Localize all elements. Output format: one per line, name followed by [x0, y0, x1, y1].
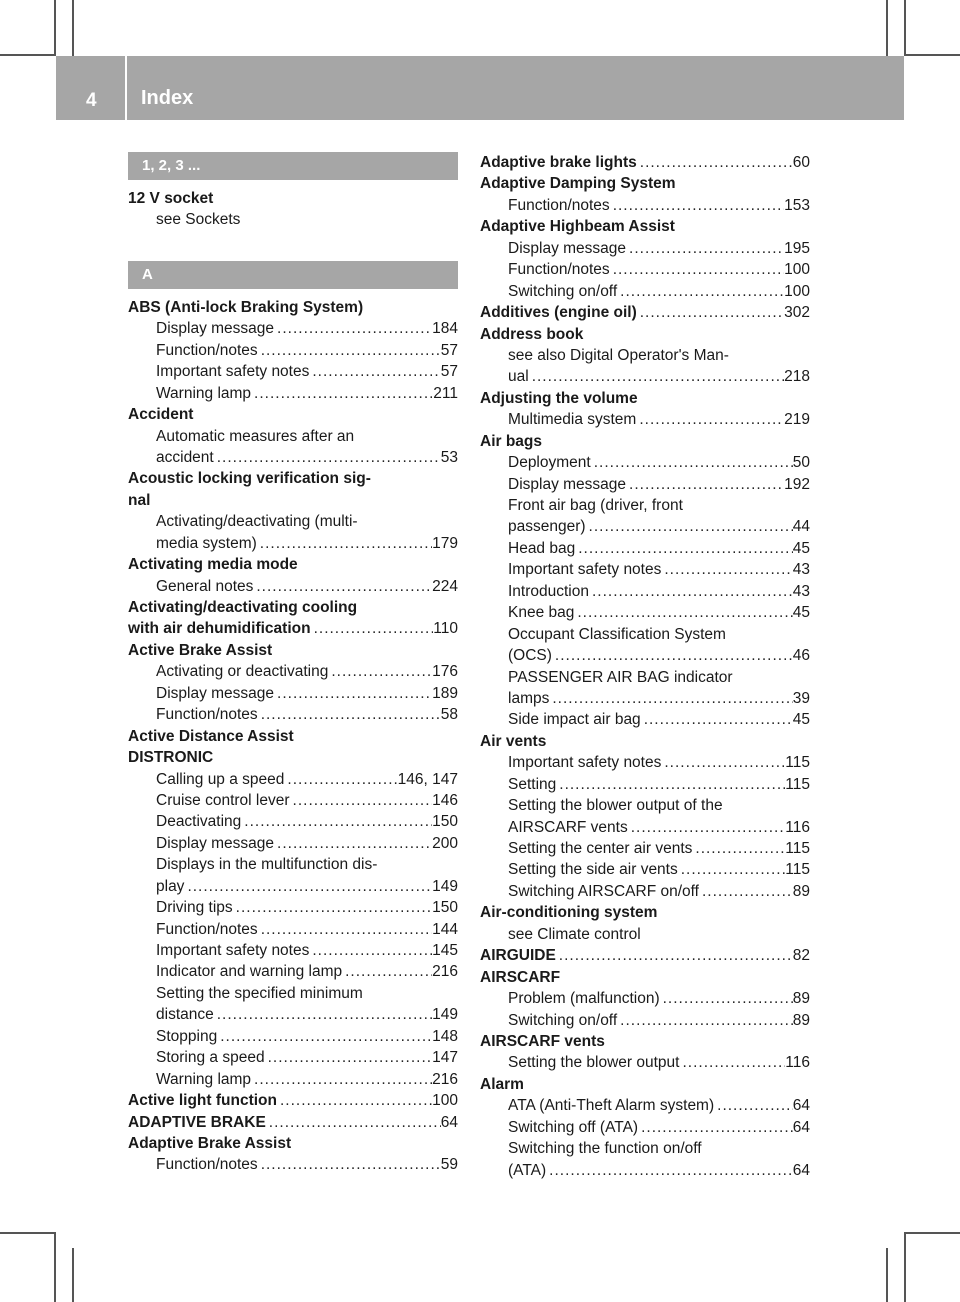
index-column-left: [128, 152, 458, 1176]
entry-page-ref: 147: [432, 1049, 458, 1067]
entry-page-ref: 184: [432, 320, 458, 338]
entry-label: Display message: [508, 239, 627, 257]
leader-dots: [290, 790, 433, 811]
leader-dots: [556, 945, 793, 966]
index-heading: Air bags: [480, 432, 543, 450]
index-heading: 12 V socket: [128, 190, 214, 207]
crop-mark: [886, 0, 888, 56]
index-subentry-text: Occupant Classification System: [508, 625, 726, 643]
entry-page-ref: 64: [792, 1097, 810, 1115]
index-subentry-text: Setting the blower output of the: [508, 797, 723, 815]
leader-dots: [251, 1069, 432, 1090]
entry-label: AIRSCARF vents: [508, 818, 628, 836]
entry-label: Storing a speed: [156, 1049, 265, 1067]
index-subentry-text: Automatic measures after an: [156, 427, 355, 445]
crop-mark: [0, 54, 56, 56]
index-subentry-text: see Climate control: [508, 925, 641, 943]
entry-label: Function/notes: [156, 341, 258, 359]
index-subentry[interactable]: [480, 281, 810, 302]
crop-mark: [0, 1232, 56, 1234]
leader-dots: [265, 1047, 433, 1068]
entry-label: (ATA): [508, 1161, 547, 1179]
entry-page-ref: 45: [792, 539, 810, 557]
entry-page-ref: 145: [432, 942, 458, 959]
entry-label: Display message: [508, 475, 627, 493]
entry-label: Switching off (ATA): [508, 1118, 639, 1136]
entry-page-ref: 60: [792, 154, 810, 171]
entry-page-ref: 218: [784, 368, 810, 386]
index-subentry[interactable]: [128, 447, 458, 468]
entry-page-ref: 43: [792, 561, 810, 579]
entry-page-ref: 45: [792, 711, 810, 729]
leader-dots: [328, 661, 432, 682]
index-subentry[interactable]: [128, 961, 458, 982]
index-subentry[interactable]: [128, 1047, 458, 1068]
leader-dots: [661, 752, 785, 773]
section-heading: 1, 2, 3 ...: [128, 152, 458, 180]
index-subentry[interactable]: [480, 452, 810, 473]
index-subentry[interactable]: [480, 1160, 810, 1181]
leader-dots: [586, 516, 793, 537]
entry-label: Function/notes: [156, 1156, 258, 1174]
entry-page-ref: 189: [432, 684, 458, 702]
index-heading: nal: [128, 491, 151, 509]
crop-mark: [54, 0, 56, 56]
index-subentry[interactable]: [480, 1117, 810, 1138]
index-heading: AIRSCARF: [480, 968, 561, 986]
entry-label: ATA (Anti-Theft Alarm system): [508, 1097, 715, 1115]
crop-mark: [54, 1232, 56, 1302]
leader-dots: [574, 602, 792, 623]
entry-label: Function/notes: [508, 261, 610, 279]
crop-mark: [904, 1232, 906, 1302]
leader-dots: [284, 769, 397, 790]
section-heading: A: [128, 261, 458, 289]
index-subentry[interactable]: [128, 361, 458, 382]
crop-mark: [904, 54, 960, 56]
entry-page-ref: 195: [784, 239, 810, 257]
index-subentry[interactable]: [480, 474, 810, 495]
entry-label: Indicator and warning lamp: [156, 963, 343, 981]
entry-page-ref: 216: [432, 963, 458, 981]
index-heading: Accident: [128, 406, 194, 424]
entry-page-ref: 115: [785, 775, 810, 793]
index-subentry-text: Activating/deactivating (multi-: [156, 513, 358, 531]
entry-page-ref: 45: [792, 604, 810, 622]
leader-dots: [626, 238, 784, 259]
entry-label: Function/notes: [508, 196, 610, 214]
index-subentry-text: see also Digital Operator's Man-: [508, 346, 729, 364]
leader-dots: [678, 859, 786, 880]
leader-dots: [277, 1090, 432, 1111]
leader-dots: [258, 919, 432, 940]
entry-page-ref: 100: [784, 282, 810, 300]
entry-label: ual: [508, 368, 529, 386]
entry-page-ref: 153: [784, 196, 810, 214]
leader-dots: [233, 897, 432, 918]
leader-dots: [638, 1117, 793, 1138]
index-heading: Adaptive Highbeam Assist: [480, 218, 675, 236]
index-subentry[interactable]: [128, 383, 458, 404]
index-heading-entry[interactable]: [480, 152, 810, 173]
index-subentry[interactable]: [480, 752, 810, 773]
leader-dots: [258, 704, 441, 725]
entry-label: Display message: [156, 834, 275, 852]
leader-dots: [575, 538, 793, 559]
entry-page-ref: 59: [440, 1156, 458, 1174]
entry-label: Problem (malfunction): [508, 990, 660, 1008]
entry-page-ref: 43: [792, 582, 810, 600]
entry-page-ref: 149: [432, 1006, 458, 1024]
entry-page-ref: 116: [785, 1054, 810, 1072]
index-subentry[interactable]: [480, 516, 810, 537]
leader-dots: [610, 259, 784, 280]
entry-label: Important safety notes: [508, 754, 662, 772]
crop-mark: [72, 1248, 74, 1302]
index-heading-entry[interactable]: [128, 618, 458, 639]
entry-page-ref: 302: [784, 304, 810, 322]
index-subentry[interactable]: [480, 409, 810, 430]
leader-dots: [641, 709, 793, 730]
index-heading: ABS (Anti-lock Braking System): [128, 298, 364, 316]
index-subentry[interactable]: [480, 709, 810, 730]
entry-label: passenger): [508, 518, 586, 536]
entry-page-ref: 150: [432, 813, 458, 831]
entry-page-ref: 224: [432, 577, 458, 595]
index-subentry[interactable]: [128, 769, 458, 790]
leader-dots: [628, 817, 786, 838]
entry-label: Function/notes: [156, 920, 258, 938]
leader-dots: [266, 1112, 441, 1133]
header-divider: [125, 56, 127, 120]
entry-page-ref: 89: [792, 1011, 810, 1029]
crop-mark: [904, 0, 906, 56]
index-subentry[interactable]: [128, 790, 458, 811]
entry-label: Introduction: [508, 582, 589, 600]
index-heading-entry[interactable]: [480, 302, 810, 323]
leader-dots: [311, 618, 434, 639]
index-subentry[interactable]: [480, 859, 810, 880]
index-subentry[interactable]: [128, 1026, 458, 1047]
index-subentry[interactable]: [128, 1154, 458, 1175]
entry-label: media system): [156, 534, 257, 552]
entry-label: accident: [156, 448, 214, 466]
entry-label: Activating or deactivating: [156, 663, 329, 681]
entry-page-ref: 176: [432, 663, 458, 681]
leader-dots: [253, 576, 432, 597]
crop-mark: [904, 1232, 960, 1234]
index-subentry[interactable]: [480, 581, 810, 602]
entry-label: Deployment: [508, 454, 591, 472]
entry-label: ADAPTIVE BRAKE: [128, 1113, 266, 1131]
leader-dots: [637, 302, 784, 323]
entry-page-ref: 144: [432, 920, 458, 938]
index-subentry[interactable]: [480, 645, 810, 666]
index-subentry[interactable]: [128, 919, 458, 940]
index-subentry[interactable]: [128, 318, 458, 339]
leader-dots: [591, 452, 793, 473]
index-heading: Acoustic locking verification sig-: [128, 470, 371, 488]
entry-label: Setting the center air vents: [508, 840, 693, 857]
leader-dots: [342, 961, 432, 982]
leader-dots: [661, 559, 792, 580]
entry-page-ref: 115: [785, 861, 810, 879]
entry-label: distance: [156, 1006, 214, 1024]
index-subentry[interactable]: [480, 538, 810, 559]
entry-label: Driving tips: [156, 899, 233, 917]
entry-page-ref: 200: [432, 834, 458, 852]
entry-label: Cruise control lever: [156, 791, 290, 809]
leader-dots: [679, 1052, 785, 1073]
leader-dots: [610, 195, 784, 216]
index-subentry-text: Displays in the multifunction dis-: [156, 856, 378, 874]
entry-label: Warning lamp: [156, 1070, 252, 1088]
entry-label: Switching on/off: [508, 1011, 618, 1029]
entry-label: Side impact air bag: [508, 711, 641, 729]
index-heading: Air vents: [480, 732, 547, 750]
entry-page-ref: 116: [785, 818, 810, 836]
entry-page-ref: 179: [432, 534, 458, 552]
index-subentry-text: PASSENGER AIR BAG indicator: [508, 668, 733, 686]
leader-dots: [309, 940, 432, 961]
entry-page-ref: 146: [432, 791, 458, 809]
page-number: 4: [86, 90, 97, 111]
entry-label: (OCS): [508, 647, 552, 665]
leader-dots: [589, 581, 793, 602]
index-subentry[interactable]: [480, 366, 810, 387]
entry-page-ref: 64: [792, 1161, 810, 1179]
index-subentry[interactable]: [480, 602, 810, 623]
leader-dots: [241, 811, 432, 832]
entry-label: lamps: [508, 689, 550, 707]
entry-label: Setting: [508, 775, 557, 793]
leader-dots: [617, 1010, 793, 1031]
index-heading: Adaptive Brake Assist: [128, 1134, 292, 1152]
index-subentry[interactable]: [128, 811, 458, 832]
index-heading-entry[interactable]: [480, 945, 810, 966]
index-subentry-text: Front air bag (driver, front: [508, 497, 683, 514]
index-subentry-text: Switching the function on/off: [508, 1140, 702, 1158]
entry-page-ref: 57: [440, 341, 458, 359]
entry-page-ref: 110: [433, 620, 458, 638]
index-heading: Address book: [480, 325, 584, 343]
entry-label: Active light function: [128, 1092, 277, 1110]
entry-label: Important safety notes: [156, 363, 310, 381]
leader-dots: [217, 1026, 432, 1047]
entry-page-ref: 64: [440, 1113, 458, 1131]
index-subentry[interactable]: [128, 340, 458, 361]
entry-page-ref: 57: [440, 363, 458, 381]
index-heading: DISTRONIC: [128, 749, 214, 767]
leader-dots: [274, 683, 432, 704]
leader-dots: [251, 383, 433, 404]
index-subentry[interactable]: [480, 259, 810, 280]
entry-label: Function/notes: [156, 706, 258, 724]
entry-page-ref: 82: [792, 947, 810, 965]
leader-dots: [636, 409, 784, 430]
leader-dots: [660, 988, 793, 1009]
entry-label: with air dehumidification: [128, 620, 311, 638]
entry-label: General notes: [156, 577, 254, 595]
entry-label: Warning lamp: [156, 384, 252, 402]
entry-page-ref: 216: [432, 1070, 458, 1088]
leader-dots: [714, 1095, 793, 1116]
entry-page-ref: 149: [432, 877, 458, 895]
entry-page-ref: 211: [433, 384, 458, 402]
index-subentry[interactable]: [128, 661, 458, 682]
leader-dots: [258, 340, 441, 361]
index-subentry[interactable]: [128, 940, 458, 961]
index-subentry[interactable]: [128, 576, 458, 597]
index-subentry[interactable]: [480, 688, 810, 709]
entry-label: Important safety notes: [508, 561, 662, 579]
leader-dots: [309, 361, 440, 382]
entry-page-ref: 100: [432, 1092, 458, 1110]
index-subentry[interactable]: [480, 1052, 810, 1073]
leader-dots: [552, 645, 793, 666]
leader-dots: [617, 281, 784, 302]
entry-page-ref: 192: [784, 475, 810, 493]
index-heading: Adjusting the volume: [480, 389, 638, 407]
index-subentry[interactable]: [480, 1010, 810, 1031]
leader-dots: [549, 688, 792, 709]
index-heading: Alarm: [480, 1075, 524, 1093]
index-subentry[interactable]: [128, 704, 458, 725]
index-subentry[interactable]: [128, 533, 458, 554]
entry-page-ref: 150: [432, 899, 458, 917]
index-subentry[interactable]: [128, 833, 458, 854]
index-subentry[interactable]: [480, 1095, 810, 1116]
index-subentry-text: see Sockets: [156, 211, 241, 229]
index-subentry[interactable]: [480, 774, 810, 795]
entry-label: Display message: [156, 684, 275, 702]
index-subentry[interactable]: [480, 838, 810, 859]
entry-label: Display message: [156, 320, 275, 338]
crop-mark: [886, 1248, 888, 1302]
entry-label: Deactivating: [156, 813, 242, 831]
index-heading: Activating media mode: [128, 556, 298, 574]
entry-label: AIRGUIDE: [480, 947, 556, 965]
entry-label: play: [156, 877, 185, 895]
page-title: Index: [141, 87, 194, 109]
index-subentry[interactable]: [128, 683, 458, 704]
leader-dots: [258, 1154, 441, 1175]
leader-dots: [626, 474, 784, 495]
entry-page-ref: 58: [440, 706, 458, 724]
entry-page-ref: 148: [432, 1027, 458, 1045]
index-subentry[interactable]: [480, 988, 810, 1009]
index-subentry[interactable]: [480, 817, 810, 838]
leader-dots: [556, 774, 785, 795]
entry-label: Setting the side air vents: [508, 861, 678, 879]
entry-page-ref: 64: [792, 1118, 810, 1136]
entry-label: Knee bag: [508, 604, 575, 622]
index-heading: Air-conditioning system: [480, 904, 658, 922]
entry-label: Multimedia system: [508, 411, 637, 429]
entry-label: Calling up a speed: [156, 770, 285, 788]
leader-dots: [692, 838, 785, 859]
entry-label: Adaptive brake lights: [480, 154, 637, 171]
entry-label: Important safety notes: [156, 942, 310, 959]
entry-page-ref: 100: [784, 261, 810, 279]
leader-dots: [274, 833, 432, 854]
entry-page-ref: 115: [785, 754, 810, 772]
section-spacer: [128, 231, 458, 261]
entry-page-ref: 50: [792, 454, 810, 472]
index-subentry[interactable]: [128, 1069, 458, 1090]
index-heading-entry[interactable]: [128, 1112, 458, 1133]
entry-page-ref: 53: [440, 448, 458, 466]
index-heading: Active Distance Assist: [128, 727, 294, 745]
leader-dots: [214, 1004, 432, 1025]
index-column-right: [480, 152, 810, 1181]
entry-page-ref: 39: [792, 689, 810, 707]
index-heading: AIRSCARF vents: [480, 1032, 605, 1050]
entry-label: Head bag: [508, 539, 576, 557]
index-subentry[interactable]: [480, 238, 810, 259]
entry-page-ref: 89: [792, 882, 810, 900]
entry-page-ref: 115: [785, 840, 810, 857]
entry-label: Switching AIRSCARF on/off: [508, 882, 699, 900]
entry-label: Switching on/off: [508, 282, 618, 300]
index-subentry-text: Setting the specified minimum: [156, 984, 363, 1002]
leader-dots: [699, 881, 793, 902]
entry-page-ref: 46: [792, 647, 810, 665]
crop-mark: [72, 0, 74, 56]
entry-page-ref: 146, 147: [397, 770, 458, 788]
index-subentry[interactable]: [128, 897, 458, 918]
entry-label: Additives (engine oil): [480, 304, 637, 322]
entry-label: Stopping: [156, 1027, 218, 1045]
index-heading: Adaptive Damping System: [480, 175, 676, 193]
entry-page-ref: 219: [784, 411, 810, 429]
index-subentry[interactable]: [128, 1004, 458, 1025]
entry-page-ref: 44: [792, 518, 810, 536]
leader-dots: [257, 533, 432, 554]
leader-dots: [214, 447, 441, 468]
index-subentry[interactable]: [480, 881, 810, 902]
index-subentry[interactable]: [480, 559, 810, 580]
entry-page-ref: 89: [792, 990, 810, 1008]
leader-dots: [546, 1160, 793, 1181]
index-subentry[interactable]: [480, 195, 810, 216]
leader-dots: [184, 876, 432, 897]
index-heading: Active Brake Assist: [128, 641, 273, 659]
entry-label: Setting the blower output: [508, 1054, 680, 1072]
leader-dots: [529, 366, 784, 387]
index-heading: Activating/deactivating cooling: [128, 599, 358, 616]
leader-dots: [637, 152, 793, 173]
index-heading-entry[interactable]: [128, 1090, 458, 1111]
leader-dots: [274, 318, 432, 339]
index-subentry[interactable]: [128, 876, 458, 897]
